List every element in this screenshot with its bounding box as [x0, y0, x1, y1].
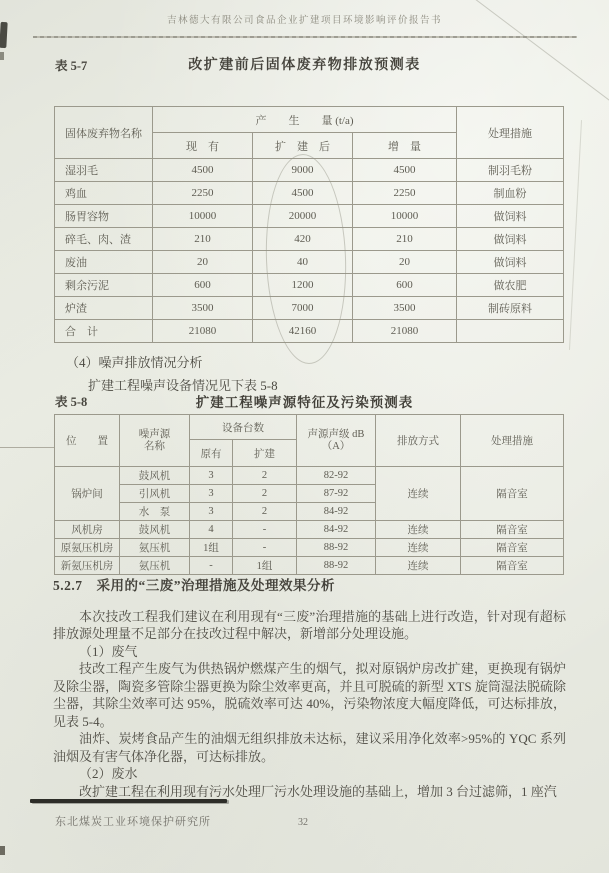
cell-increase: 2250: [353, 182, 457, 205]
cell-original: 4: [190, 521, 233, 539]
col-header-noise-source-line2: 名称: [144, 440, 165, 452]
cell-original: -: [190, 557, 233, 575]
table-row: [55, 557, 564, 575]
col-header-location: 位 置: [55, 415, 120, 467]
cell-level: 84-92: [297, 503, 376, 521]
cell-level: 88-92: [297, 539, 376, 557]
cell-expansion: 2: [233, 503, 297, 521]
cell-waste-name: 湿羽毛: [55, 159, 153, 182]
cell-after: 7000: [253, 297, 353, 320]
table-row: [55, 205, 564, 228]
cell-level: 87-92: [297, 485, 376, 503]
cell-level: 82-92: [297, 467, 376, 485]
col-header-waste-name: 固体废弃物名称: [55, 107, 153, 159]
cell-waste-name: 废油: [55, 251, 153, 274]
cell-treatment: 做饲料: [457, 205, 564, 228]
noise-section-intro: 扩建工程噪声设备情况见下表 5-8: [88, 378, 278, 393]
section-5-2-7-heading: 5.2.7 采用的“三废”治理措施及处理效果分析: [53, 578, 335, 593]
cell-treatment: 制血粉: [457, 182, 564, 205]
cell-original: 3: [190, 485, 233, 503]
cell-expansion: 1组: [233, 557, 297, 575]
col-header-emission-mode: 排放方式: [376, 415, 461, 467]
cell-source: 氨压机: [120, 539, 190, 557]
paragraph: 油炸、炭烤食品产生的油烟无组织排放未达标，建议采用净化效率>95%的 YQC 系列油烟及有害气体净化器，可达标排放。: [53, 731, 566, 764]
cell-after: 420: [253, 228, 353, 251]
noise-source-table: [54, 414, 564, 575]
cell-treatment: 隔音室: [461, 557, 564, 575]
header-rule: [33, 36, 577, 38]
cell-existing: 4500: [153, 159, 253, 182]
cell-increase: 210: [353, 228, 457, 251]
col-header-quantity-group: 产 生 量 (t/a): [153, 107, 457, 133]
col-header-after-expansion: 扩 建 后: [253, 133, 353, 159]
cell-source: 氨压机: [120, 557, 190, 575]
cell-increase: 20: [353, 251, 457, 274]
col-header-treatment: 处理措施: [457, 107, 564, 159]
col-header-noise-source: [120, 415, 190, 467]
cell-waste-name: 剩余污泥: [55, 274, 153, 297]
cell-level: 84-92: [297, 521, 376, 539]
list-item-waste-water: （2）废水: [79, 766, 138, 781]
cell-existing: 10000: [153, 205, 253, 228]
cell-treatment: 做农肥: [457, 274, 564, 297]
cell-source: 引风机: [120, 485, 190, 503]
table-row-total: [55, 320, 564, 343]
list-item-waste-gas: （1）废气: [79, 643, 138, 659]
cell-location: 锅炉间: [55, 467, 120, 521]
paragraph: 技改工程产生废气为供热锅炉燃煤产生的烟气，拟对原锅炉房改扩建，更换现有锅炉及除尘器，陶瓷多管除尘器更换为除尘效率更高，并且可脱硫的新型 XTS 旋筒湿法脱硫除尘器，其除尘效率可达 95%，脱硫效率可达 40%，污染物浓度大幅度降低，可达标排放，见表 5-4。: [53, 661, 566, 729]
col-header-sound-level: [297, 415, 376, 467]
cell-treatment: 做饲料: [457, 251, 564, 274]
cell-original: 3: [190, 467, 233, 485]
cell-expansion: -: [233, 539, 297, 557]
cell-mode: 连续: [376, 467, 461, 521]
cell-existing: 3500: [153, 297, 253, 320]
cell-treatment: 制羽毛粉: [457, 159, 564, 182]
footer-organization: 东北煤炭工业环境保护研究所: [55, 816, 211, 828]
cell-mode: 连续: [376, 521, 461, 539]
cell-treatment: [457, 320, 564, 343]
cell-original: 3: [190, 503, 233, 521]
cell-expansion: 2: [233, 485, 297, 503]
cell-expansion: 2: [233, 467, 297, 485]
table57-label: 表 5-7: [55, 59, 88, 73]
table-row: [55, 159, 564, 182]
cell-after: 42160: [253, 320, 353, 343]
cell-mode: 连续: [376, 539, 461, 557]
table-header-row: [55, 107, 564, 133]
paragraph-clipped: 改扩建工程在利用现有污水处理厂污水处理设施的基础上，增加 3 台过滤筛，1 座汽: [79, 783, 557, 799]
cell-location: 风机房: [55, 521, 120, 539]
cell-existing: 600: [153, 274, 253, 297]
table-row: [55, 467, 564, 485]
cell-existing: 210: [153, 228, 253, 251]
col-header-increase: 增 量: [353, 133, 457, 159]
cell-after: 9000: [253, 159, 353, 182]
cell-treatment: 隔音室: [461, 539, 564, 557]
page-number: 32: [298, 817, 308, 828]
col-header-existing: 现 有: [153, 133, 253, 159]
cell-increase: 3500: [353, 297, 457, 320]
cell-increase: 600: [353, 274, 457, 297]
footer-rule: [30, 799, 227, 803]
cell-treatment: 隔音室: [461, 467, 564, 521]
cell-waste-name: 合 计: [55, 320, 153, 343]
cell-increase: 10000: [353, 205, 457, 228]
cell-treatment: 做饲料: [457, 228, 564, 251]
cell-after: 1200: [253, 274, 353, 297]
cell-treatment: 隔音室: [461, 521, 564, 539]
cell-increase: 21080: [353, 320, 457, 343]
table-row: [55, 297, 564, 320]
cell-source: 鼓风机: [120, 467, 190, 485]
paragraph: 本次技改工程我们建议在利用现有“三废”治理措施的基础上进行改造，针对现有超标排放源处理量不足部分在技改过程中解决，新增部分处理设施。: [53, 608, 566, 641]
cell-treatment: 制砖原料: [457, 297, 564, 320]
cell-mode: 连续: [376, 557, 461, 575]
cell-original: 1组: [190, 539, 233, 557]
cell-source: 鼓风机: [120, 521, 190, 539]
cell-location: 新氨压机房: [55, 557, 120, 575]
table-row: [55, 521, 564, 539]
col-header-original: 原有: [190, 440, 233, 467]
cell-existing: 20: [153, 251, 253, 274]
noise-section-heading: （4）噪声排放情况分析: [66, 355, 203, 370]
cell-waste-name: 肠胃容物: [55, 205, 153, 228]
cell-existing: 21080: [153, 320, 253, 343]
cell-existing: 2250: [153, 182, 253, 205]
cell-location: 原氨压机房: [55, 539, 120, 557]
cell-level: 88-92: [297, 557, 376, 575]
cell-source: 水 泵: [120, 503, 190, 521]
cell-after: 20000: [253, 205, 353, 228]
section-5-2-7: [53, 577, 566, 800]
col-header-sound-level-line2: （A）: [321, 440, 351, 452]
cell-waste-name: 炉渣: [55, 297, 153, 320]
table58-title: 扩建工程噪声源特征及污染预测表: [195, 395, 414, 410]
paper-crease: [569, 120, 582, 350]
cell-increase: 4500: [353, 159, 457, 182]
scan-artifact-mark: [0, 846, 5, 855]
page-header-title: 吉林德大有限公司食品企业扩建项目环境影响评价报告书: [166, 16, 442, 26]
table-row: [55, 251, 564, 274]
table-row: [55, 274, 564, 297]
col-header-noise-source-line1: 噪声源: [138, 428, 171, 440]
cell-waste-name: 鸡血: [55, 182, 153, 205]
col-header-sound-level-line1: 声源声级 dB: [307, 428, 365, 440]
table-row: [55, 182, 564, 205]
cell-after: 4500: [253, 182, 353, 205]
table58-label: 表 5-8: [55, 395, 88, 409]
solid-waste-table: [54, 106, 564, 343]
cell-expansion: -: [233, 521, 297, 539]
col-header-expansion: 扩建: [233, 440, 297, 467]
col-header-treatment: 处理措施: [461, 415, 564, 467]
cell-after: 40: [253, 251, 353, 274]
table-row: [55, 228, 564, 251]
table-row: [55, 539, 564, 557]
table-header-row: [55, 415, 564, 440]
scan-artifact-line: [0, 447, 55, 448]
cell-waste-name: 碎毛、肉、渣: [55, 228, 153, 251]
col-header-device-count: 设备台数: [190, 415, 297, 440]
table57-title: 改扩建前后固体废弃物排放预测表: [188, 58, 421, 73]
